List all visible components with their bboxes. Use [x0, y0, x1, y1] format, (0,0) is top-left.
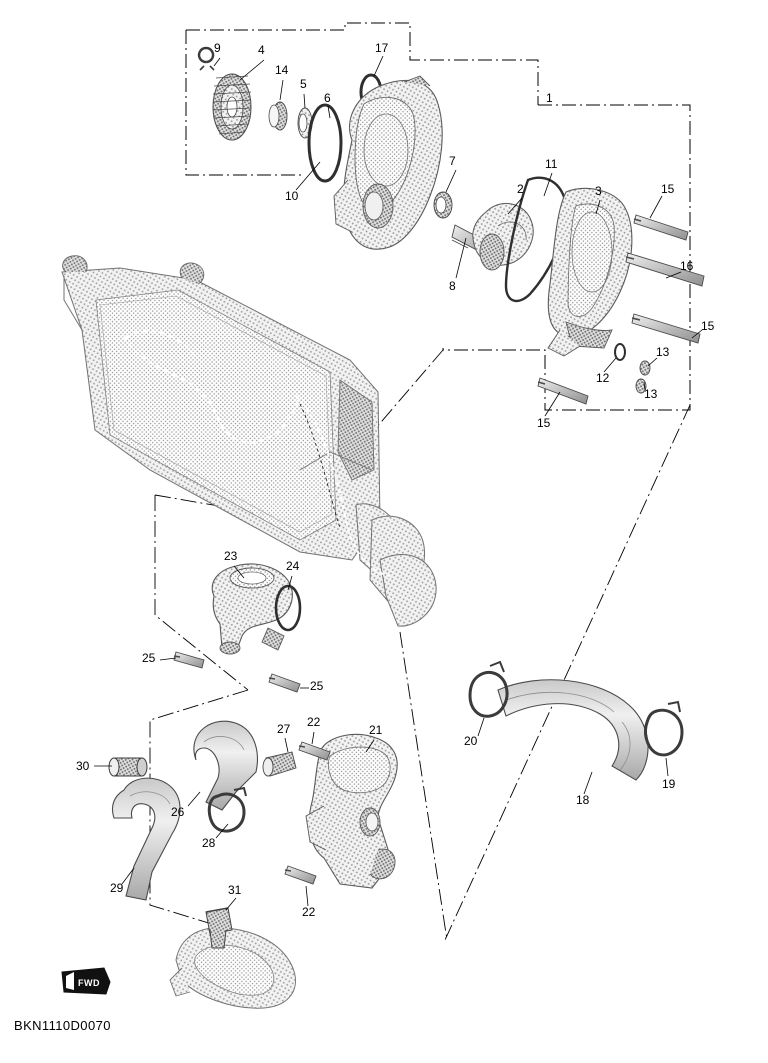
callout-16: 16 — [680, 259, 694, 273]
callout-15-b: 15 — [701, 319, 715, 333]
callout-20: 20 — [464, 734, 478, 748]
callout-27: 27 — [277, 722, 291, 736]
callout-3: 3 — [595, 184, 602, 198]
callout-15-c: 15 — [537, 416, 551, 430]
callout-10: 10 — [285, 189, 299, 203]
callout-19: 19 — [662, 777, 676, 791]
callout-22-b: 22 — [302, 905, 316, 919]
callout-21: 21 — [369, 723, 383, 737]
callout-17: 17 — [375, 41, 389, 55]
callout-2: 2 — [517, 182, 524, 196]
callout-1: 1 — [546, 91, 553, 105]
callout-14: 14 — [275, 63, 289, 77]
callout-28: 28 — [202, 836, 216, 850]
callout-11: 11 — [545, 157, 558, 171]
callout-25-a: 25 — [142, 651, 156, 665]
diagram-code: BKN1110D0070 — [14, 1018, 111, 1033]
callout-9: 9 — [214, 41, 221, 55]
fwd-marker-label: FWD — [78, 978, 100, 988]
callout-23: 23 — [224, 549, 238, 563]
callout-7: 7 — [449, 154, 456, 168]
callout-5: 5 — [300, 77, 307, 91]
callout-4: 4 — [258, 43, 265, 57]
callout-18: 18 — [576, 793, 590, 807]
callout-24: 24 — [286, 559, 300, 573]
callout-31: 31 — [228, 883, 242, 897]
callout-12: 12 — [596, 371, 610, 385]
callout-29: 29 — [110, 881, 124, 895]
callout-13-b: 13 — [644, 387, 658, 401]
callout-8: 8 — [449, 279, 456, 293]
callout-30: 30 — [76, 759, 90, 773]
callout-15-a: 15 — [661, 182, 675, 196]
callout-13-a: 13 — [656, 345, 670, 359]
callout-22-a: 22 — [307, 715, 321, 729]
callout-6: 6 — [324, 91, 331, 105]
callout-26: 26 — [171, 805, 185, 819]
callout-25-b: 25 — [310, 679, 324, 693]
